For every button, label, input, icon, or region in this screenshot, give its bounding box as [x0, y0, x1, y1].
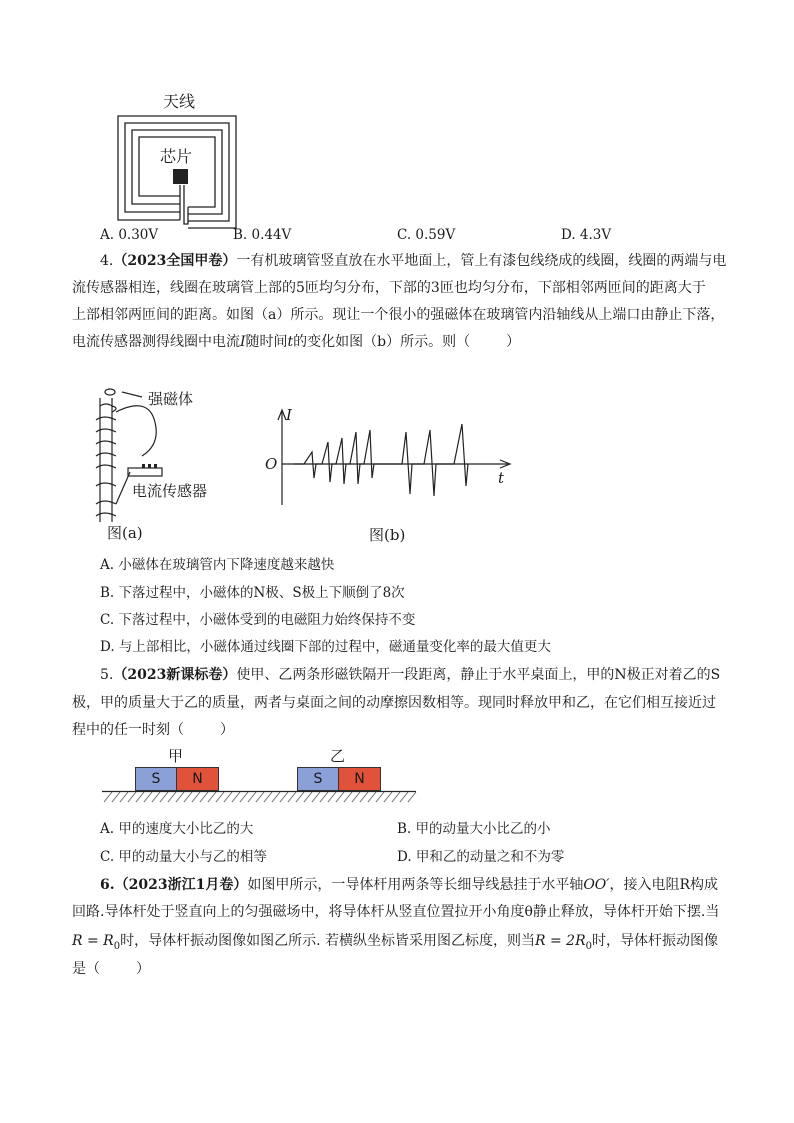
q4-line-4: 电流传感器测得线圈中电流I随时间t的变化如图（b）所示。则（ ） [72, 334, 521, 350]
q4-number: 4. [100, 253, 114, 269]
q3-option-a: A. 0.30V [100, 227, 159, 243]
q6-line-1: 6.（2023浙江1月卷）如图甲所示，一导体杆用两条等长细导线悬挂于水平轴OO′，接入电阻R构成 [100, 877, 719, 893]
q3-option-b: B. 0.44V [233, 227, 292, 243]
q4-fig-b-origin: O [265, 455, 278, 473]
q4-line-3: 上部相邻两匝间的距离。如图（a）所示。现让一个很小的强磁体在玻璃管内沿轴线从上端口由静止下落， [72, 307, 725, 323]
chip-label: 芯片 [160, 147, 193, 166]
q4-fig-b-caption: 图(b) [369, 526, 406, 544]
q6-number-source: 6.（2023浙江1月卷） [100, 877, 248, 893]
q5-option-d: D. 甲和乙的动量之和不为零 [397, 849, 565, 865]
q4-option-d: D. 与上部相比，小磁体通过线圈下部的过程中，磁通量变化率的最大值更大 [100, 639, 551, 655]
q4-option-b: B. 下落过程中，小磁体的N极、S极上下顺倒了8次 [100, 585, 405, 601]
q4-figure-b-graph [272, 408, 517, 508]
q5-line-1: 5.（2023新课标卷）使甲、乙两条形磁铁隔开一段距离，静止于水平桌面上，甲的N极正对着乙的S [100, 667, 721, 683]
magnet-jia-s-pole: S [135, 767, 177, 791]
q4-fig-a-magnet-label: 强磁体 [148, 390, 194, 408]
q4-line-2: 流传感器相连，线圈在玻璃管上部的5匝均匀分布，下部的3匝也均匀分布，下部相邻两匝间的距离大于 [72, 280, 706, 296]
q4-fig-a-caption: 图(a) [107, 524, 143, 542]
q5-source: （2023新课标卷） [113, 667, 237, 683]
q5-line-2: 极，甲的质量大于乙的质量，两者与桌面之间的动摩擦因数相等。现同时释放甲和乙，在它们相互接近过 [72, 695, 716, 711]
q3-option-d: D. 4.3V [561, 227, 612, 243]
q4-option-a: A. 小磁体在玻璃管内下降速度越来越快 [100, 557, 335, 573]
q5-option-c: C. 甲的动量大小与乙的相等 [100, 849, 267, 865]
magnet-yi-label: 乙 [330, 747, 346, 765]
q4-fig-b-axis-i: I [286, 406, 292, 424]
antenna-label: 天线 [163, 92, 196, 111]
q4-fig-a-sensor-label: 电流传感器 [132, 482, 208, 500]
q4-fig-b-signal [294, 424, 468, 496]
q4-option-c: C. 下落过程中，小磁体受到的电磁阻力始终保持不变 [100, 612, 416, 628]
q6-line-3: $R = R_0$时，导体杆振动图像如图乙所示. 若横纵坐标皆采用图乙标度，则当$R = 2R_0$时，导体杆振动图像 [72, 933, 718, 952]
magnet-yi-s-pole: S [297, 767, 339, 791]
antenna-coil-figure [112, 112, 242, 234]
q5-number: 5. [100, 667, 114, 683]
magnet-jia [135, 767, 219, 791]
magnet-yi [297, 767, 381, 791]
q4-source: （2023全国甲卷） [113, 253, 237, 269]
q5-line-3: 程中的任一时刻（ ） [72, 722, 234, 738]
q5-option-b: B. 甲的动量大小比乙的小 [397, 821, 551, 837]
magnet-yi-n-pole: N [339, 767, 381, 791]
q4-fig-b-axis-t: t [498, 469, 505, 487]
table-surface [102, 791, 416, 803]
q6-line-4: 是（ ） [72, 961, 150, 977]
q6-line-2: 回路.导体杆处于竖直向上的匀强磁场中，将导体杆从竖直位置拉开小角度θ静止释放，导体杆开始下摆.当 [72, 904, 720, 920]
q4-line-1: 4.（2023全国甲卷）一有机玻璃管竖直放在水平地面上，管上有漆包线绕成的线圈，线圈的两端与电 [100, 253, 727, 269]
q3-option-c: C. 0.59V [397, 227, 456, 243]
magnet-jia-label: 甲 [168, 747, 184, 765]
q5-option-a: A. 甲的速度大小比乙的大 [100, 821, 254, 837]
magnet-jia-n-pole: N [177, 767, 219, 791]
